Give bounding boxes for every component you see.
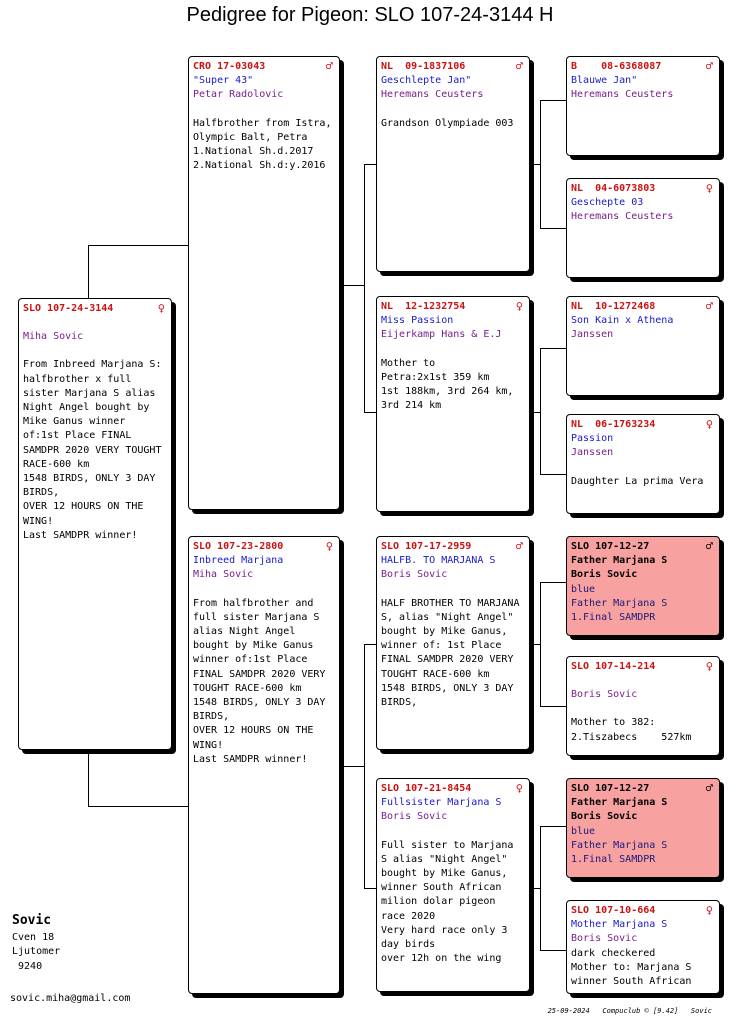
pigeon-card-dss[interactable] — [566, 536, 720, 636]
owner-name: Boris Sovic — [571, 811, 638, 823]
breeder-address-line: Cven 18 — [12, 932, 55, 944]
connector-line — [88, 245, 89, 305]
pigeon-card-sd[interactable] — [376, 296, 530, 512]
page-title: Pedigree for Pigeon: SLO 107-24-3144 H — [186, 4, 554, 26]
owner-name: Janssen — [571, 447, 614, 459]
pigeon-card-sire[interactable] — [188, 56, 340, 510]
ring-number: SLO 107-17-2959 — [381, 541, 472, 552]
connector-line — [540, 348, 568, 349]
male-icon: ♂ — [705, 539, 713, 553]
ring-number: CRO 17-03043 — [193, 61, 266, 72]
male-icon: ♂ — [515, 59, 523, 73]
pigeon-name: Geschlepte Jan" — [381, 75, 472, 87]
pigeon-notes: Mother to 382: 2.Tiszabecs 527km — [571, 717, 692, 743]
footer — [548, 1007, 712, 1015]
connector-line — [540, 474, 568, 475]
pigeon-name: Fullsister Marjana S — [381, 797, 502, 809]
male-icon: ♂ — [325, 59, 333, 73]
pigeon-card-sdd[interactable] — [566, 414, 720, 514]
connector-line — [540, 826, 568, 827]
connector-line — [540, 706, 568, 707]
pigeon-notes: Grandson Olympiade 003 — [381, 117, 514, 129]
pigeon-name: HALFB. TO MARJANA S — [381, 555, 496, 567]
pigeon-card-dds[interactable] — [566, 778, 720, 878]
ring-number: NL 12-1232754 — [381, 301, 466, 312]
connector-line — [540, 582, 541, 706]
ring-number: NL 09-1837106 — [381, 61, 466, 72]
pigeon-notes: Halfbrother from Istra, Olympic Balt, Petra 1.National Sh.d.2017 2.National Sh.d:y.2016 — [193, 117, 332, 172]
owner-name: Boris Sovic — [381, 811, 448, 823]
pigeon-card-dsd[interactable] — [566, 656, 720, 756]
ring-number: SLO 107-14-214 — [571, 661, 656, 672]
pigeon-card-ds[interactable] — [376, 536, 530, 750]
ring-number: NL 04-6073803 — [571, 183, 656, 194]
pigeon-card-ss[interactable] — [376, 56, 530, 272]
owner-name: Miha Sovic — [23, 331, 84, 343]
connector-line — [540, 228, 568, 229]
ring-number: B 08-6368087 — [571, 61, 662, 72]
pigeon-card-dd[interactable] — [376, 778, 530, 992]
ring-number: SLO 107-23-2800 — [193, 541, 284, 552]
pigeon-card-ddd[interactable] — [566, 900, 720, 994]
ring-number: SLO 107-12-27 — [571, 541, 650, 552]
pigeon-notes: Full sister to Marjana S alias "Night Angel" bought by Mike Ganus, winner South African milion dolar pigeon race 2020 Very hard race only 3 day birds over 12h on the wing — [381, 839, 514, 965]
owner-name: Heremans Ceusters — [381, 89, 484, 101]
pigeon-notes: blue Father Marjana S 1.Final SAMDPR — [571, 583, 668, 624]
female-icon: ♀ — [515, 781, 523, 795]
pigeon-name: Geschepte 03 — [571, 197, 644, 209]
pigeon-name: Father Marjana S — [571, 797, 668, 809]
owner-name: Boris Sovic — [571, 569, 638, 581]
pigeon-notes: Mother to Petra:2x1st 359 km 1st 188km, 3rd 264 km, 3rd 214 km — [381, 357, 514, 412]
ring-number: SLO 107-10-664 — [571, 905, 656, 916]
owner-name: Heremans Ceusters — [571, 211, 674, 223]
pigeon-card-dam[interactable] — [188, 536, 340, 994]
pigeon-card-sds[interactable] — [566, 296, 720, 396]
connector-line — [530, 164, 540, 165]
owner-name: Janssen — [571, 329, 614, 341]
breeder-address-line: 9240 — [12, 960, 43, 972]
owner-name: Boris Sovic — [571, 933, 638, 945]
female-icon: ♀ — [705, 659, 713, 673]
ring-number: NL 06-1763234 — [571, 419, 656, 430]
owner-name: Heremans Ceusters — [571, 89, 674, 101]
connector-line — [340, 285, 364, 286]
owner-name: Eijerkamp Hans & E.J — [381, 329, 502, 341]
pigeon-notes: blue Father Marjana S 1.Final SAMDPR — [571, 825, 668, 866]
male-icon: ♂ — [515, 539, 523, 553]
owner-name: Boris Sovic — [571, 689, 638, 701]
connector-line — [364, 164, 365, 412]
connector-line — [88, 245, 190, 246]
connector-line — [88, 806, 190, 807]
pigeon-card-ssd[interactable] — [566, 178, 720, 278]
connector-line — [88, 750, 89, 806]
connector-line — [340, 766, 364, 767]
pigeon-card-sss[interactable] — [566, 56, 720, 156]
pigeon-name: Mother Marjana S — [571, 919, 668, 931]
footer-software: Compuclub © [9.42] — [602, 1007, 679, 1015]
connector-line — [530, 644, 540, 645]
pigeon-notes: From Inbreed Marjana S: halfbrother x full sister Marjana S alias Night Angel bought by Mike Ganus winner of:1st Place FINAL SAMDPR 2020 VERY TOUGHT RACE-600 km 1548 BIRDS, ONLY 3 DAY BIRDS, OVER 12 HOURS ON THE WING! Last SAMDPR winner! — [23, 359, 162, 541]
breeder-email: sovic.miha@gmail.com — [10, 993, 131, 1004]
male-icon: ♂ — [705, 59, 713, 73]
connector-line — [530, 888, 540, 889]
male-icon: ♂ — [705, 299, 713, 313]
owner-name: Petar Radolovic — [193, 89, 284, 101]
female-icon: ♀ — [515, 299, 523, 313]
connector-line — [540, 582, 568, 583]
pigeon-name: Miss Passion — [381, 315, 454, 327]
breeder-name: Sovic — [12, 913, 52, 928]
connector-line — [364, 644, 365, 888]
female-icon: ♀ — [705, 181, 713, 195]
ring-number: SLO 107-24-3144 — [23, 303, 114, 314]
male-icon: ♂ — [705, 781, 713, 795]
female-icon: ♀ — [157, 301, 165, 315]
female-icon: ♀ — [705, 417, 713, 431]
connector-line — [540, 100, 541, 228]
female-icon: ♀ — [705, 903, 713, 917]
breeder-info — [12, 914, 60, 974]
pigeon-name: "Super 43" — [193, 75, 254, 87]
pigeon-card-subject[interactable] — [18, 298, 172, 750]
footer-user: Sovic — [690, 1007, 712, 1015]
pigeon-notes: From halfbrother and full sister Marjana S alias Night Angel bought by Mike Ganus winner of:1st Place FINAL SAMDPR 2020 VERY TOUGHT RACE-600 km 1548 BIRDS, ONLY 3 DAY BIRDS, OVER 12 HOURS ON THE WING! Last SAMDPR winner! — [193, 597, 326, 765]
breeder-address-line: Ljutomer — [12, 946, 61, 958]
connector-line — [540, 950, 568, 951]
connector-line — [540, 348, 541, 474]
ring-number: NL 10-1272468 — [571, 301, 656, 312]
female-icon: ♀ — [325, 539, 333, 553]
pigeon-notes: dark checkered Mother to: Marjana S winner South African — [571, 947, 692, 988]
pigeon-name: Son Kain x Athena — [571, 315, 674, 327]
connector-line — [540, 826, 541, 950]
ring-number: SLO 107-21-8454 — [381, 783, 472, 794]
owner-name: Miha Sovic — [193, 569, 254, 581]
connector-line — [540, 100, 568, 101]
pigeon-name: Inbreed Marjana — [193, 555, 284, 567]
ring-number: SLO 107-12-27 — [571, 783, 650, 794]
footer-date: 25-09-2024 — [547, 1007, 590, 1015]
connector-line — [530, 412, 540, 413]
pigeon-name: Father Marjana S — [571, 555, 668, 567]
owner-name: Boris Sovic — [381, 569, 448, 581]
pigeon-notes: Daughter La prima Vera — [571, 475, 704, 487]
pigeon-name: Blauwe Jan" — [571, 75, 638, 87]
pigeon-notes: HALF BROTHER TO MARJANA S, alias "Night Angel" bought by Mike Ganus, winner of: 1st Place FINAL SAMDPR 2020 VERY TOUGHT RACE-600 km 1548 BIRDS, ONLY 3 DAY BIRDS, — [381, 597, 520, 709]
pigeon-name: Passion — [571, 433, 614, 445]
